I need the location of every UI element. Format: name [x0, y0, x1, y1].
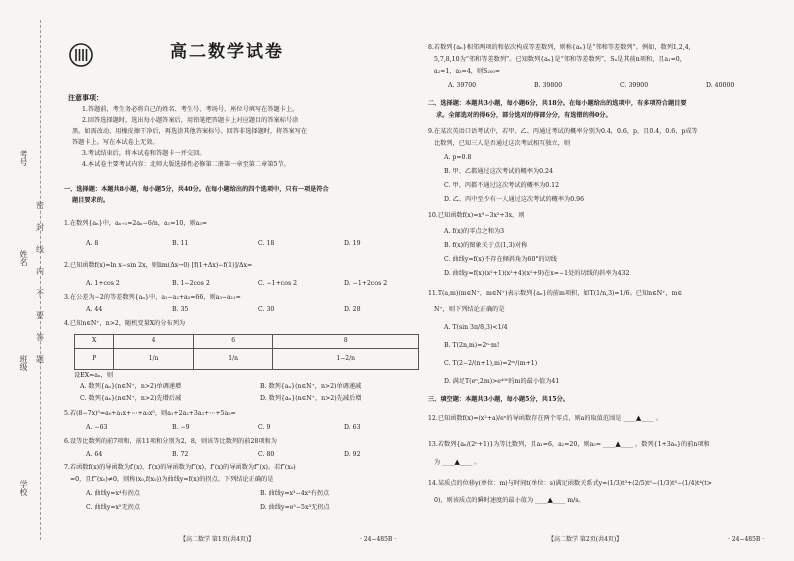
book-logo-icon: [68, 42, 94, 68]
q14-stem: 14.某质点的位移y(单位：m)与时间t(单位：s)满足函数关系式y=(1/3)t³+(2/5)t⁵−(1/3)t³−(1/4)t⁴(t>: [428, 480, 712, 487]
q9-option-c: C. 甲、丙都不通过这次考试的概率为0.12: [444, 182, 560, 189]
page-footer: 【高二数学 第2页(共4页)】: [548, 536, 623, 543]
seal-char: 答: [36, 333, 44, 342]
q7-option-d: D. 曲线y=e⁵−5x³无拐点: [260, 504, 330, 511]
q5-option-a: A. −63: [86, 424, 108, 431]
page-1: [60, 0, 420, 561]
q14-tail: m/s。: [567, 497, 585, 504]
q3-stem: 3.在公差为−2的等差数列{aₙ}中，a₁−a₂+a₅=66，则a₃−a₁₁=: [64, 294, 241, 301]
school-label: 学校: [19, 480, 28, 496]
seal-char: 内: [36, 267, 44, 276]
q5-stem: 5.若(8−7x)⁵=a₀+a₁x+⋯+a₅x⁵，则a₁+2a₂+3a₃+⋯+5a₅=: [64, 410, 236, 417]
table-cell: 6: [193, 335, 273, 349]
q6-option-a: A. 64: [86, 451, 103, 458]
q4-option-c: C. 数列{aₙ}(n∈N⁺，n>2)先增后减: [80, 395, 182, 402]
q11-option-b: B. T(2n,m)=2ⁿ·m!: [444, 342, 500, 349]
q8-option-d: D. 40000: [706, 82, 735, 89]
q7-option-c: C. 曲线y=x⁵无拐点: [86, 504, 141, 511]
q8-option-b: B. 39800: [534, 82, 563, 89]
q5-option-b: B. −9: [172, 424, 190, 431]
q5-option-d: D. 63: [344, 424, 361, 431]
exam-no-label: 考号: [19, 150, 28, 166]
q14-text-cont: 0)，则该质点的瞬时速度的最小值为: [434, 497, 534, 504]
q13-text-cont: 为: [434, 459, 441, 466]
q6-option-c: C. 80: [258, 451, 275, 458]
q4-stem: 4.已知n∈N⁺，n>2，随机变量X的分布列为: [64, 320, 186, 327]
q4-option-a: A. 数列{aₙ}(n∈N⁺，n>2)单调递增: [80, 383, 182, 390]
q3-option-c: C. 30: [258, 306, 275, 313]
q13-stem: [428, 440, 710, 450]
name-label: 姓名: [19, 250, 28, 266]
q8-option-c: C. 39900: [620, 82, 649, 89]
table-cell: 8: [273, 335, 419, 349]
seal-char: 线: [36, 245, 44, 254]
section2-heading-cont: 求。全部选对的得6分，部分选对的得部分分，有选错的得0分。: [436, 112, 612, 119]
q10-option-d: D. 曲线y=f(x)(x²+1)(x²+4)(x²+9)在x=−1处的切线的斜率为432: [444, 270, 630, 277]
note-line: 3.考试结束后，将本试卷和答题卡一并交回。: [82, 150, 206, 157]
answer-blank[interactable]: ____▲____: [535, 496, 566, 504]
q9-stem: 9.在某次英语口语考试中，若甲、乙、丙通过考试的概率分别为0.4，0.6，p，且0.4，0.6，p成等: [428, 128, 698, 135]
q10-option-a: A. f(x)的零点之和为3: [444, 228, 505, 235]
note-line: 答题卡上。写在本试卷上无效。: [72, 139, 159, 146]
q2-option-d: D. −1+2cos 2: [344, 280, 388, 287]
q7-option-a: A. 曲线y=x⁴有拐点: [86, 490, 140, 497]
table-cell: 1/n: [193, 349, 273, 370]
q1-option-d: D. 19: [344, 240, 361, 247]
table-cell: 4: [114, 335, 194, 349]
page-code: · 24−485B ·: [728, 536, 765, 543]
q11-stem: 11.T(a,m)(m∈N⁺，m∈N⁺)表示数列{aₙ}的前m项积，如T(1/n,3)=1/6。已知n∈N⁺，m∈: [428, 290, 683, 297]
binding-margin: [0, 0, 58, 561]
q9-option-b: B. 甲、乙都通过这次考试的概率为0.24: [444, 168, 553, 175]
page-code: · 24−485B ·: [360, 536, 397, 543]
seal-char: 封: [36, 223, 44, 232]
triangle-marker-icon: ▲: [615, 440, 621, 448]
table-row: [75, 349, 419, 370]
table-cell: P: [75, 349, 114, 370]
q11-stem-cont: N⁺，则下列结论正确的是: [434, 306, 505, 313]
q12-text: 12.已知函数f(x)=(x²+a)/eˣ的导函数存在两个零点，则a的取值范围是: [428, 415, 622, 422]
q5-option-c: C. 9: [258, 424, 271, 431]
q8-stem-cont: 5,7,8,10为“邻和等差数列”。已知数列{aₙ}是“邻和等差数列”，Sₙ是其前n项和，且a₁=0，: [434, 56, 686, 63]
q12-tail: 。: [655, 415, 662, 422]
q3-option-d: D. 28: [344, 306, 361, 313]
q13-stem-cont: [434, 458, 480, 468]
q9-stem-cont: 比数列，已知三人是否通过这次考试相互独立，则: [434, 140, 571, 147]
q14-stem-cont: [434, 496, 585, 506]
q4-condition: 设EX=aₙ，则: [74, 372, 114, 379]
answer-blank[interactable]: ____▲____: [623, 414, 654, 422]
note-line: 4.本试卷主要考试内容：北师大版选择性必修第二册第一章至第二章第5节。: [82, 161, 290, 168]
note-line: 2.回答选择题时，选出每小题答案后，用铅笔把答题卡上对应题目的答案标号涂: [82, 117, 299, 124]
q11-option-d: D. 满足T(eⁿ,2m)>e⁴⁰⁰的m的最小值为41: [444, 378, 560, 385]
note-line: 1.答题前，考生务必将自己的姓名、考生号、考场号、座位号填写在答题卡上。: [82, 106, 299, 113]
section2-heading: 二、选择题：本题共3小题，每小题6分，共18分。在每小题给出的选项中，有多项符合题目要: [428, 100, 687, 107]
seal-char: 题: [36, 355, 44, 364]
section3-heading: 三、填空题：本题共3小题，每小题5分，共15分。: [428, 396, 569, 403]
class-label: 班级: [19, 355, 28, 371]
section1-heading-cont: 题目要求的。: [72, 197, 110, 204]
q2-option-b: B. 1−2cos 2: [172, 280, 210, 287]
q1-stem: 1.在数列{aₙ}中，aₙ₊₁=2aₙ−6/n，a₁=10，则a₃=: [64, 220, 208, 227]
triangle-marker-icon: ▲: [454, 458, 460, 466]
page-2: [428, 0, 788, 561]
q7-option-b: B. 曲线y=x³−4x²有拐点: [260, 490, 330, 497]
triangle-marker-icon: ▲: [547, 496, 553, 504]
seal-char: 密: [36, 201, 44, 210]
notes-heading: 注意事项：: [68, 93, 103, 102]
q4-distribution-table: [74, 334, 419, 370]
q3-option-a: A. 44: [86, 306, 103, 313]
q8-option-a: A. 39700: [448, 82, 477, 89]
answer-blank[interactable]: ____▲____: [603, 440, 634, 448]
q4-option-b: B. 数列{aₙ}(n∈N⁺，n>2)单调递减: [260, 383, 362, 390]
seal-line: [40, 20, 41, 540]
q13-text: 13.若数列{aₙ/(2ⁿ+1)}为等比数列，且a₁=6，a₂=20，则a₅=: [428, 441, 602, 448]
q4-option-d: D. 数列{aₙ}(n∈N⁺，n>2)先减后增: [260, 395, 362, 402]
q6-option-d: D. 92: [344, 451, 361, 458]
q9-option-d: D. 乙、丙中至少有一人通过这次考试的概率为0.96: [444, 196, 585, 203]
q7-stem: 7.若函数f(x)的导函数为f′(x)，f′(x)的导函数为f″(x)，f″(x)的导函数为f‴(x)。若f″(x₀): [64, 464, 296, 471]
q13-tail: 。: [474, 459, 481, 466]
q2-stem: 2.已知函数f(x)=ln x−sin 2x，则lim(Δx→0) [f(1+Δx)−f(1)]/Δx=: [64, 262, 253, 269]
q10-option-b: B. f(x)的图象关于点(1,3)对称: [444, 242, 528, 249]
q1-option-a: A. 8: [86, 240, 99, 247]
q2-option-c: C. −1+cos 2: [258, 280, 298, 287]
seal-char: 不: [36, 289, 44, 298]
q8-stem-cont: a₂=1，a₃=4，则S₂₀₀=: [434, 68, 501, 75]
q11-option-a: A. T(sin 3π/8,3)<1/4: [444, 324, 508, 331]
table-row: [75, 335, 419, 349]
page-title: 高二数学试卷: [170, 42, 284, 62]
q10-stem: 10.已知函数f(x)=x³−3x²+3x，则: [428, 212, 525, 219]
note-line: 黑。如需改动，用橡皮擦干净后，再选涂其他答案标号。回答非选择题时，将答案写在: [72, 128, 308, 135]
q10-option-c: C. 曲线y=f(x)不存在倾斜角为60°的切线: [444, 256, 557, 263]
table-cell: 1/n: [114, 349, 194, 370]
section1-heading: 一、选择题：本题共8小题，每小题5分，共40分。在每小题给出的四个选项中，只有一项是符合: [64, 186, 329, 193]
q11-option-c: C. T(2−2/(n+1),m)=2ᵐ/(m+1): [444, 360, 538, 367]
seal-char: 要: [36, 311, 44, 320]
q2-option-a: A. 1+cos 2: [86, 280, 120, 287]
q1-option-b: B. 11: [172, 240, 189, 247]
page-footer: 【高二数学 第1页(共4页)】: [180, 536, 255, 543]
q9-option-a: A. p=0.8: [444, 154, 472, 161]
q8-stem: 8.若数列{aₙ}相邻两项的和依次构成等差数列，则称{aₙ}是“邻和等差数列”。例如，数列1,2,4,: [428, 44, 691, 51]
q6-option-b: B. 72: [172, 451, 189, 458]
q13-mid: ，数列{1+3aₙ}的前n项和: [635, 441, 710, 448]
table-cell: 1−2/n: [273, 349, 419, 370]
q7-stem-cont: =0，且f‴(x₀)≠0，则称(x₀,f(x₀))为曲线y=f(x)的拐点。下列结论正确的是: [70, 476, 274, 483]
triangle-marker-icon: ▲: [635, 414, 642, 422]
q3-option-b: B. 35: [172, 306, 189, 313]
q6-stem: 6.设等比数列的前7项和，前11项和分别为2，8，则该等比数列的前28项和为: [64, 438, 277, 445]
table-cell: X: [75, 335, 114, 349]
q12-stem: [428, 414, 662, 424]
q1-option-c: C. 18: [258, 240, 275, 247]
answer-blank[interactable]: ____▲____: [442, 458, 473, 466]
